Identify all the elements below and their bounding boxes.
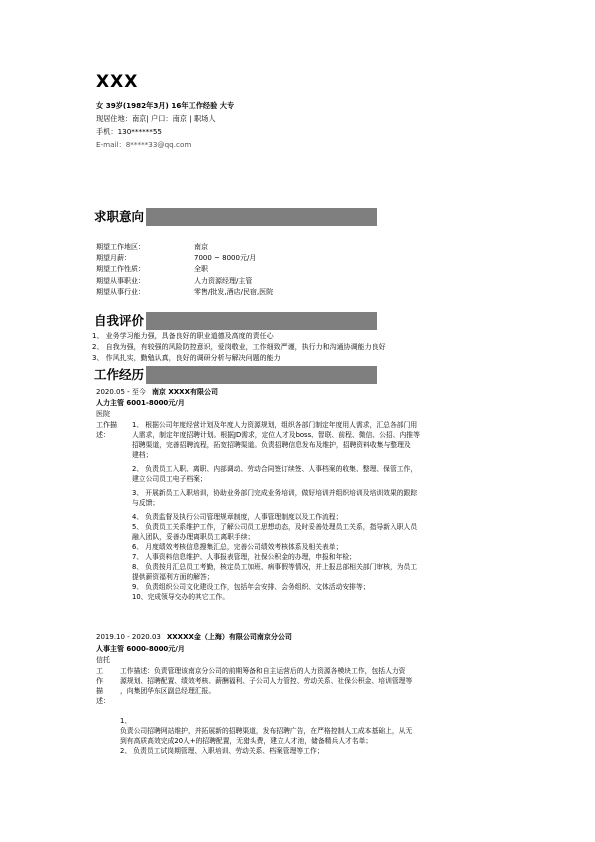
eval-item: 1、 业务学习能力强，具备良好的职业道德及高度的责任心 — [92, 332, 274, 340]
job-industry: 医院 — [96, 410, 110, 418]
intent-value: 7000 ~ 8000元/月 — [194, 254, 257, 262]
eval-item: 3、 作风扎实，勤勉认真，良好的调研分析与解决问题的能力 — [92, 354, 281, 362]
candidate-name: XXX — [96, 72, 139, 92]
intent-value: 零售/批发,酒店/民宿,医院 — [194, 288, 274, 296]
desc-line: 提供薪资福利方面的解答； — [132, 573, 214, 581]
intent-section-bar — [92, 208, 377, 226]
desc-line: 10、完成领导交办的其它工作。 — [132, 593, 230, 601]
job-description — [132, 420, 512, 602]
desc-line: 1、 — [120, 717, 132, 725]
intent-row — [96, 242, 208, 252]
eval-item: 2、 自我为强，有较强的风险防控意识，爱岗敬业，工作细致严谨，执行力和沟通协调能力良好 — [92, 343, 386, 351]
intent-label: 期望工作性质： — [96, 265, 145, 273]
intent-value: 人力资源经理/主管 — [194, 277, 253, 285]
residence-line: 现居住地：南京| 户口：南京 | 职场人 — [96, 114, 216, 123]
desc-line — [120, 696, 510, 716]
experience-section-bar — [92, 366, 377, 384]
job-header — [96, 387, 218, 397]
desc-line: 到有高质高效完成20人+的招聘配置，无猎头费，建立人才池，储备精兵人才名单； — [120, 737, 373, 745]
intent-value: 南京 — [194, 243, 208, 251]
desc-line: 3、 开展新员工入职培训，协助业务部门完成业务培训，做好培训并组织培训及培训效果的跟踪 — [132, 489, 418, 497]
intent-label: 期望从事职业： — [96, 277, 145, 285]
job-company: XXXXX金（上海）有限公司南京分公司 — [166, 633, 292, 641]
desc-line: 建立公司员工电子档案； — [132, 475, 207, 483]
desc-line: 工作描述：负责管理该南京分公司的前期筹备和自主运营后的人力资源各模块工作，包括人力资 — [120, 667, 406, 675]
desc-line: 5、 负责员工关系维护工作，了解公司员工思想动态，及时妥善处理员工关系，指导新入职人员 — [132, 523, 418, 531]
desc-line: 源规划、招聘配置、绩效考核、薪酬福利、子公司人力管控、劳动关系、社保公积金、培训管理等 — [120, 677, 413, 685]
intent-value: 全职 — [194, 265, 208, 273]
job-position: 人力主管 6001-8000元/月 — [96, 399, 185, 407]
desc-line: 2、 负责员工入职、离职、内部调动、劳动合同签订续签、人事档案的收集、整理、保管工作， — [132, 465, 418, 473]
eval-section-title: 自我评价 — [94, 313, 145, 328]
desc-line: 建档； — [132, 451, 153, 459]
job-description — [120, 666, 510, 756]
job-header — [96, 632, 292, 642]
desc-line: ，向集团华东区副总经理汇报。 — [120, 687, 216, 695]
desc-line: 4、 负责监督及执行公司管理规章制度，人事管理制度以及工作流程； — [132, 513, 343, 521]
eval-section-bar — [92, 312, 377, 330]
basic-info-line: 女 39岁(1982年3月) 16年工作经验 大专 — [96, 101, 235, 110]
desc-line: 9、 负责组织公司文化建设工作，包括年会安排、会务组织、文体活动安排等； — [132, 583, 370, 591]
desc-line: 招聘渠道，完善招聘流程，拓宽招聘渠道。负责招聘信息发布及维护，招聘资料收集与整理及 — [132, 441, 411, 449]
desc-line: 与反馈； — [132, 499, 160, 507]
job-position: 人事主管 6000-8000元/月 — [96, 645, 185, 653]
intent-row — [96, 264, 208, 274]
intent-row — [96, 276, 252, 286]
job-industry: 信托 — [96, 656, 110, 664]
desc-line: 7、 人事资料信息维护、人事报表管理，社保公积金的办理，申报和年检； — [132, 553, 356, 561]
job-desc-label: 工作描述： — [96, 667, 110, 705]
desc-line: 1、 根据公司年度经营计划及年度人力资源规划，组织各部门制定年度用人需求，汇总各部门用 — [132, 421, 418, 429]
desc-line: 人需求，制定年度招聘计划。根据JD需求，定位人才及boss、智联、前程、微信、公招、内推等 — [132, 431, 420, 439]
intent-label: 期望从事行业： — [96, 288, 145, 296]
intent-label: 期望工作地区： — [96, 243, 145, 251]
job-desc-label: 工作描述： — [96, 421, 117, 439]
job-date: 2020.05 - 至今 — [96, 388, 146, 396]
desc-line: 8、 负责按月汇总员工考勤，核定员工加班、病事假等情况，并上报总部相关部门审核，为员工 — [132, 563, 418, 571]
job-date: 2019.10 - 2020.03 — [96, 633, 161, 641]
desc-line: 融入团队，妥善办理离职员工离职手续； — [132, 533, 255, 541]
email-line: E-mail：8*****33@qq.com — [96, 140, 192, 149]
desc-line: 2、 负责员工试岗期管理、入职培训、劳动关系、档案管理等工作； — [120, 747, 324, 755]
phone-line: 手机：130******55 — [96, 127, 162, 136]
experience-section-title: 工作经历 — [94, 367, 145, 382]
job-company: 南京 XXXX有限公司 — [151, 388, 218, 396]
intent-label: 期望月薪： — [96, 254, 131, 262]
desc-line: 6、 月度绩效考核信息搜集汇总，完善公司绩效考核体系及相关表单； — [132, 543, 343, 551]
desc-line: 负责公司招聘网站维护，并拓展新的招聘渠道，发布招聘广告，在严格控制人工成本基础上，从无 — [120, 727, 413, 735]
intent-row — [96, 253, 256, 263]
intent-section-title: 求职意向 — [94, 209, 145, 224]
intent-row — [96, 287, 273, 297]
